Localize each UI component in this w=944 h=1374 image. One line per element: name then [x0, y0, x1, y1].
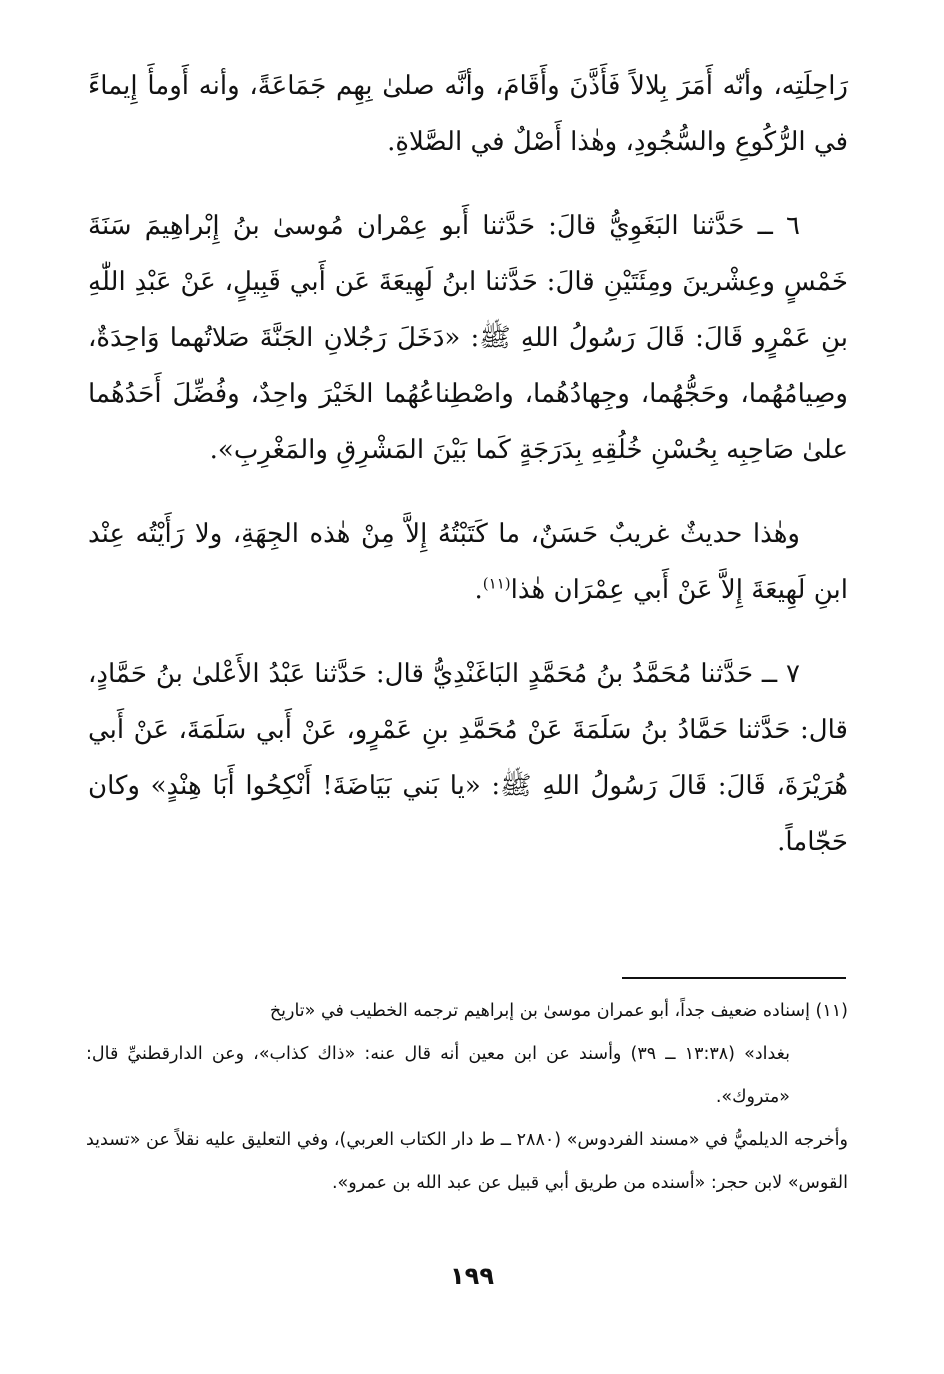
footnote-separator: [622, 977, 846, 979]
hadith-grading-paragraph: [88, 506, 848, 618]
grading-end: .: [474, 575, 483, 605]
hadith-6-paragraph: ٦ ــ حَدَّثنا البَغَوِيُّ قالَ: حَدَّثنا أَبو عِمْران مُوسىٰ بنُ إِبْراهِيمَ سَنَةَ خَمْسٍ وعِشْرينَ ومِئَتَيْنِ قالَ: حَدَّثنا ابنُ لَهِيعَةَ عَن أَبي قَبِيلٍ، عَنْ عَبْدِ اللّٰهِ بنِ عَمْرٍو قَالَ: قَالَ رَسُولُ اللهِ ﷺ: «دَخَلَ رَجُلانِ الجَنَّةَ صَلاتُهما وَاحِدَةٌ، وصِيامُهُما، وحَجُّهُما، وجِهادُهُما، واصْطِناعُهُما الخَيْرَ واحِدٌ، وفُضِّلَ أَحَدُهُما علىٰ صَاحِبِه بِحُسْنِ خُلُقِهِ بِدَرَجَةٍ كَما بَيْنَ المَشْرِقِ والمَغْرِبِ».: [88, 211, 848, 465]
main-text: [88, 58, 848, 898]
footnote-11-continuation: وأخرجه الديلميُّ في «مسند الفردوس» (٢٨٨٠ ــ ط دار الكتاب العربي)، وفي التعليق عليه نقلاً عن «تسديد القوس» لابن حجر: «أسنده من طريق أبي قبيل عن عبد الله بن عمرو».: [86, 1130, 848, 1193]
footnote-11-rest: بغداد» (١٣:٣٨ ــ ٣٩) وأسند عن ابن معين أنه قال عنه: «ذاك كذاب»، وعن الدارقطنيِّ قال: «متروك».: [86, 1044, 790, 1107]
grading-text: وهٰذا حديثٌ غريبٌ حَسَنٌ، ما كَتَبْتُهُ إِلاَّ مِنْ هٰذه الجِهَةِ، ولا رَأَيْتُه عِنْد ابنِ لَهِيعَةَ إِلاَّ عَنْ أَبي عِمْرَان هٰذا: [88, 519, 848, 605]
page-number: ١٩٩: [450, 1262, 494, 1290]
hadith-7-paragraph: ٧ ــ حَدَّثنا مُحَمَّدُ بنُ مُحَمَّدٍ البَاغَنْدِيُّ قال: حَدَّثنا عَبْدُ الأَعْلىٰ بنُ حَمَّادٍ، قال: حَدَّثنا حَمَّادُ بنُ سَلَمَةَ عَنْ مُحَمَّدِ بنِ عَمْرٍو، عَنْ أَبي سَلَمَةَ، عَنْ أَبي هُرَيْرَةَ، قَالَ: قَالَ رَسُولُ اللهِ ﷺ: «يا بَني بَيَاضَةَ! أَنْكِحُوا أَبَا هِنْدٍ» وكان حَجّاماً.: [88, 659, 848, 857]
footnote-11-line1: (١١) إسناده ضعيف جداً، أبو عمران موسىٰ بن إبراهيم ترجمه الخطيب في «تاريخ: [269, 1001, 848, 1021]
footnotes: [86, 990, 848, 1205]
footnote-ref-11[interactable]: (١١): [482, 574, 511, 593]
paragraph-continuation: رَاحِلَتِه، وأنّه أَمَرَ بِلالاً فَأَذَّنَ وأَقَامَ، وأنَّه صلىٰ بِهِم جَمَاعَةً، وأنه أَومأَ إِيماءً في الرُّكُوعِ والسُّجُودِ، وهٰذا أَصْلٌ في الصَّلاةِ.: [88, 71, 848, 157]
